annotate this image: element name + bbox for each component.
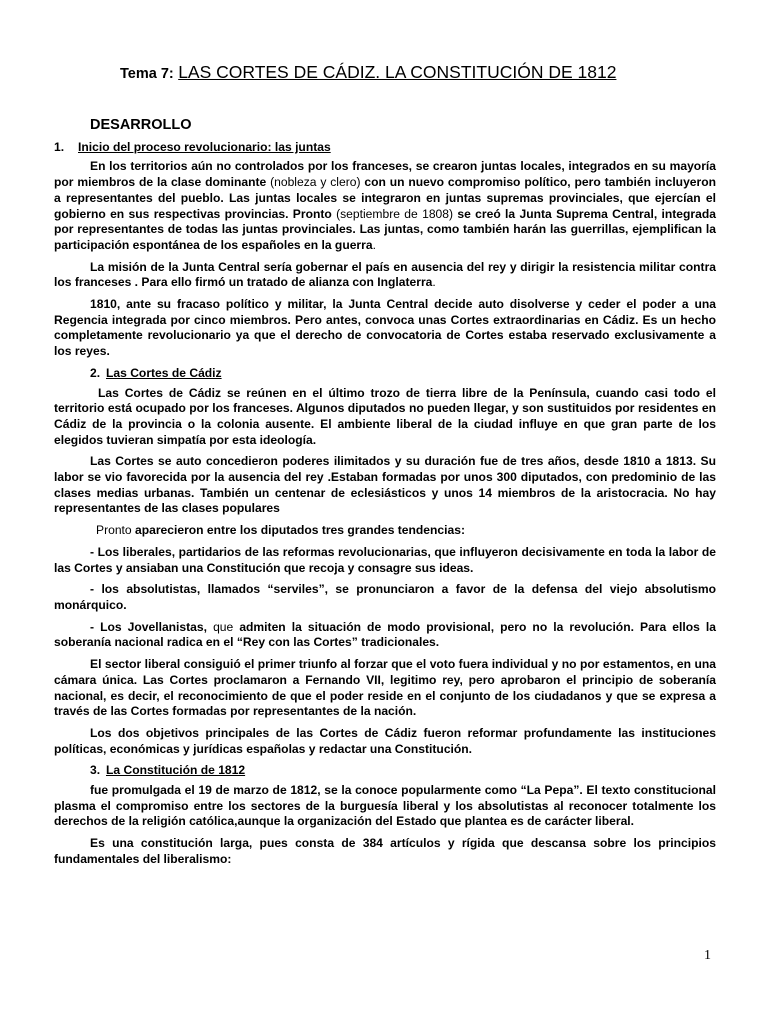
paragraph-junta-central: La misión de la Junta Central sería gobernar el país en ausencia del rey y dirigir la resistencia militar contra los franceses . Para ello firmó un tratado de alianza con Inglaterra.: [54, 259, 716, 290]
document-title: LAS CORTES DE CÁDIZ. LA CONSTITUCIÓN DE 1812: [178, 62, 617, 82]
paragraph-tendencias: Pronto aparecieron entre los diputados tres grandes tendencias:: [96, 523, 465, 538]
paragraph-cortes-poderes: Las Cortes se auto concedieron poderes ilimitados y su duración fue de tres años, desde 1810 a 1813. Su labor se vio favorecida por la ausencia del rey .Estaban formadas por unos 300 diputados, con predominio de las clases medias urbanas. También un centenar de eclesiásticos y unos 14 miembros de la aristocracia. No hay representantes de las clases populares: [54, 454, 716, 516]
paragraph-juntas-locales: En los territorios aún no controlados por los franceses, se crearon juntas locales, integrados en su mayoría por miembros de la clase dominante (nobleza y clero) con un nuevo compromiso político, pero también incluyeron a representantes del pueblo. Las juntas locales se integraron en juntas supremas provinciales, que ejercían el gobierno en sus respectivas provincias. Pronto (septiembre de 1808) se creó la Junta Suprema Central, integrada por representantes de todas las juntas provinciales. Las juntas, como también harán las guerrillas, ejemplifican la participación espontánea de los españoles en la guerra.: [54, 159, 716, 252]
paragraph-liberales: - Los liberales, partidarios de las reformas revolucionarias, que influyeron decisivamente en toda la labor de las Cortes y ansiaban una Constitución que recoja y consagre sus ideas.: [54, 544, 716, 575]
section-number: 1.: [54, 139, 65, 154]
section-title: La Constitución de 1812: [106, 763, 246, 778]
page-number: 1: [704, 948, 711, 963]
paragraph-absolutistas: - los absolutistas, llamados “serviles”, se pronunciaron a favor de la defensa del viejo absolutismo monárquico.: [54, 582, 716, 612]
section-heading-2: [54, 366, 716, 382]
paragraph-jovellanistas: - Los Jovellanistas, que admiten la situación de modo provisional, pero no la revolución. Para ellos la soberanía nacional radica en el “Rey con las Cortes” tradicionales.: [54, 619, 717, 650]
paragraph-1810-regencia: 1810, ante su fracaso político y militar, la Junta Central decide auto disolverse y ceder el poder a una Regencia integrada por cinco miembros. Pero antes, convoca unas Cortes extraordinarias en Cádiz. Es un hecho completamente revolucionario ya que el derecho de convocatoria de Cortes estaba reservado exclusivamente a los reyes.: [54, 297, 716, 359]
section-heading-3: [54, 763, 716, 779]
paragraph-sector-liberal: El sector liberal consiguió el primer triunfo al forzar que el voto fuera individual y no por estamentos, en una cámara única. Las Cortes proclamaron a Fernando VII, legitimo rey, pero aprobaron el principio de soberanía nacional, es decir, el reconocimiento de que el poder reside en el conjunto de los ciudadanos y que se expresa a través de las Cortes formadas por representantes de la nación.: [54, 657, 716, 719]
section-heading-1: [54, 140, 716, 156]
tema-label: Tema 7:: [120, 66, 174, 82]
paragraph-cortes-reunion: Las Cortes de Cádiz se reúnen en el último trozo de tierra libre de la Península, cuando casi todo el territorio está ocupado por los franceses. Algunos diputados no pueden llegar, y son sustituidos por residentes en Cádiz de la provincia o la colonia ausente. El ambiente liberal de la ciudad influye en que gran parte de los elegidos tuvieran simpatía por esta ideología.: [54, 385, 716, 447]
section-title: Las Cortes de Cádiz: [106, 365, 222, 380]
paragraph-promulgacion: fue promulgada el 19 de marzo de 1812, se la conoce popularmente como “La Pepa”. El texto constitucional plasma el compromiso entre los sectores de la burguesía liberal y los absolutistas al reconocer totalmente los derechos de la religión católica,aunque la organización del Estado que plantea es de carácter liberal.: [54, 783, 716, 829]
paragraph-constitucion-larga: Es una constitución larga, pues consta de 384 artículos y rígida que descansa sobre los principios fundamentales del liberalismo:: [54, 836, 716, 866]
title-line: [120, 62, 740, 83]
section-title: Inicio del proceso revolucionario: las juntas: [78, 139, 331, 154]
paragraph-objetivos: Los dos objetivos principales de las Cortes de Cádiz fueron reformar profundamente las instituciones políticas, económicas y jurídicas españolas y redactar una Constitución.: [54, 725, 716, 756]
desarrollo-heading: DESARROLLO: [90, 117, 192, 133]
section-number: 3.: [90, 763, 101, 778]
document-body: [54, 118, 716, 874]
section-number: 2.: [90, 365, 101, 380]
